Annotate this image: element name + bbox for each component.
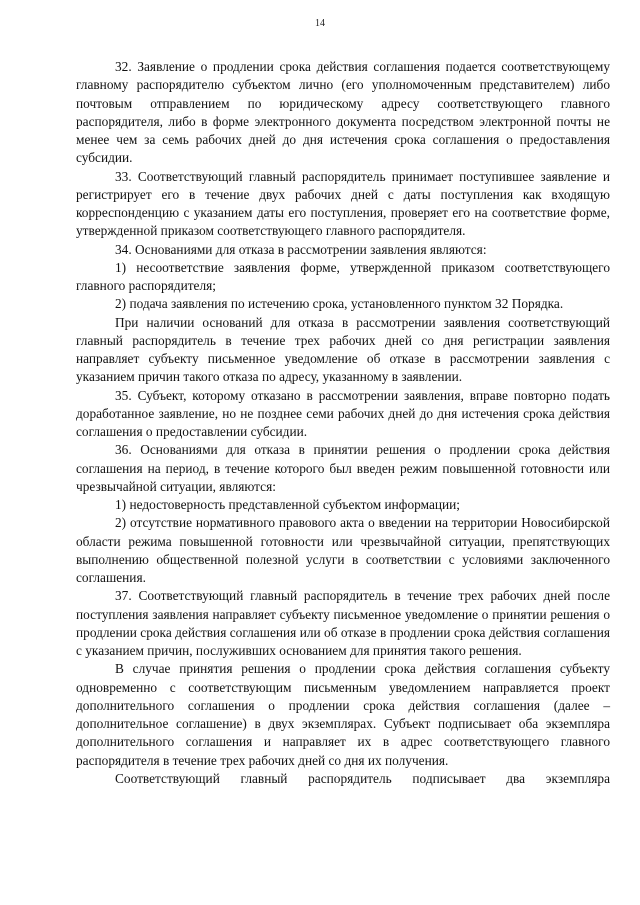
paragraph-37: 37. Соответствующий главный распорядитель в течение трех рабочих дней после поступления заявления направляет субъекту письменное уведомление о принятии решения о продлении срока действия соглашения или об отказе в продлении срока действия соглашения с указанием причин, послуживших основанием для принятия такого решения. <box>76 588 610 658</box>
paragraph-34: 34. Основаниями для отказа в рассмотрении заявления являются: <box>115 241 487 257</box>
paragraph-33: 33. Соответствующий главный распорядитель принимает поступившее заявление и регистрирует его в течение двух рабочих дней с даты поступления как входящую корреспонденцию с указанием даты его поступления, проверяет его на соответствие форме, утвержденной приказом соответствующего главного распорядителя. <box>76 168 610 239</box>
page-number: 14 <box>315 18 325 29</box>
paragraph-36-item-1: 1) недостоверность представленной субъектом информации; <box>115 497 461 512</box>
paragraph-36: 36. Основаниями для отказа в принятии решения о продлении срока действия соглашения на период, в течение которого был введен режим повышенной готовности или чрезвычайной ситуации, являются: <box>76 442 610 494</box>
paragraph-36-item-2: 2) отсутствие нормативного правового акта о введении на территории Новосибирской области режима повышенной готовности или чрезвычайной ситуации, препятствующих выполнению общественной полезной услуги в соответствии с условиями заключенного соглашения. <box>76 515 610 585</box>
paragraph-34-item-1: 1) несоответствие заявления форме, утвержденной приказом соответствующего главного распорядителя; <box>76 259 610 293</box>
document-body <box>76 58 610 788</box>
paragraph-34-item-2: 2) подача заявления по истечению срока, установленного пунктом 32 Порядка. <box>115 296 564 312</box>
paragraph-35: 35. Субъект, которому отказано в рассмотрении заявления, вправе повторно подать доработанное заявление, но не позднее семи рабочих дней до дня истечения срока действия соглашения о предоставлении субсидии. <box>76 387 610 439</box>
paragraph-32: 32. Заявление о продлении срока действия соглашения подается соответствующему главному распорядителю субъектом лично (его уполномоченным представителем) либо почтовым отправлением по юридическому адресу соответствующего главного распорядителя, либо в форме электронного документа посредством электронной почты не менее чем за семь рабочих дней до дня истечения срока соглашения о предоставления субсидии. <box>76 59 610 166</box>
paragraph-extension-decision: В случае принятия решения о продлении срока действия соглашения субъекту одновременно с соответствующим письменным уведомлением направляется проект дополнительного соглашения о продлении срока действия соглашения (далее – дополнительное соглашение) в двух экземплярах. Субъект подписывает оба экземпляра дополнительного соглашения и направляет их в адрес соответствующего главного распорядителя в течение трех рабочих дней со дня их получения. <box>76 661 610 768</box>
paragraph-refusal-notice: При наличии оснований для отказа в рассмотрении заявления соответствующий главный распорядитель в течение трех рабочих дней со дня регистрации заявления направляет субъекту письменное уведомление об отказе в рассмотрении заявления с указанием причин такого отказа по адресу, указанному в заявлении. <box>76 314 610 385</box>
paragraph-signing: Соответствующий главный распорядитель подписывает два экземпляра <box>115 770 610 786</box>
